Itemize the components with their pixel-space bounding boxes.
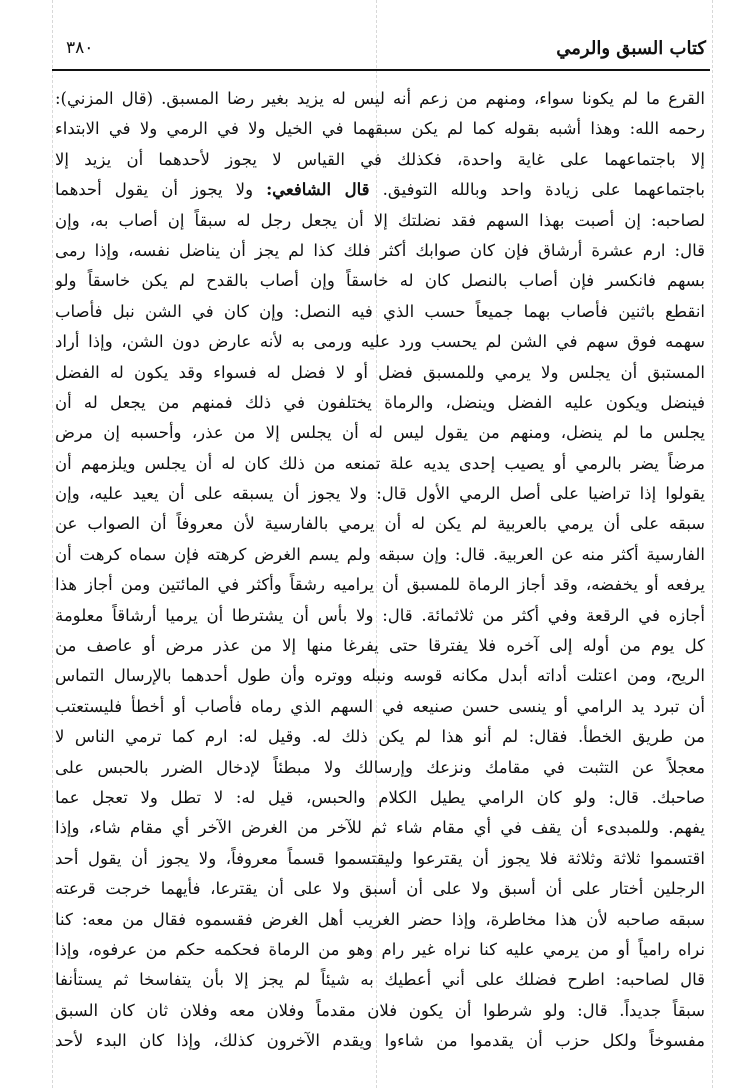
text-segment: سبقه على أن يرمي بالعربية لم يكن له أن يرمي بالفارسية لأن معروفاً أن الصواب عن	[55, 514, 705, 534]
text-segment: نراه رامياً أو من يرمي عليه كنا نراه غير رام وهو من الرماة فحكمه حكم من عرفوه، وإذا	[55, 939, 705, 959]
text-line	[55, 297, 705, 327]
text-segment: سبقاً جديداً. قال: ولو شرطوا أن يكون فلان مقدماً وفلان معه وفلان ثان كان السبق	[55, 1000, 705, 1020]
scan-guide-line	[52, 0, 53, 1088]
text-segment: بسهم فانكسر فإن أصاب بالنصل كان له خاسقاً وإن أصاب بالقدح لم يكن خاسقاً ولو	[55, 271, 705, 291]
text-line	[55, 905, 705, 935]
text-segment: المستبق أن يجلس ولا يرمي وللمسبق فضل أو لا فضل له فسواء وقد يكون له الفضل	[55, 362, 705, 382]
header-rule	[52, 69, 710, 71]
text-segment: مفسوخاً ولكل حزب أن يقدموا من شاءوا ويقدم الآخرون كذلك، وإذا كان البدء لأحد	[55, 1031, 705, 1051]
text-segment: باجتماعهما على زيادة واحد وبالله التوفيق.	[369, 180, 705, 200]
text-segment: معجلاً عن التثبت في مقامك ونزعك وإرسالك ولا مبطئاً لإدخال الضرر بالحبس على	[55, 757, 705, 777]
text-segment: انقطع باثنين فأصاب بهما جميعاً حسب الذي فيه النصل: وإن كان في الشن نبل فأصاب	[55, 301, 705, 321]
text-line	[55, 601, 705, 631]
text-line	[55, 388, 705, 418]
text-line	[55, 783, 705, 813]
text-segment: سبقه صاحبه لأن هذا مخاطرة، وإذا حضر الغريب أهل الغرض فقسموه فقال من معه: كنا	[55, 909, 705, 929]
text-segment: يرفعه أو يخفضه، وقد أجاز الرماة للمسبق أن يراميه رشقاً وأكثر في المائتين ومن أجاز هذا	[55, 575, 705, 595]
text-line	[55, 266, 705, 296]
text-line	[55, 236, 705, 266]
text-segment: الرجلين أختار على أن أسبق ولا على أن أسبق ولا على أن يقترعا، فأيهما خرجت قرعته	[55, 879, 705, 899]
text-segment: الفارسية أكثر منه عن العربية. قال: وإن سبقه ولم يسم الغرض كرهته فإن سماه كرهت أن	[55, 544, 705, 564]
text-line	[55, 206, 705, 236]
text-segment: إلا باجتماعهما على غاية واحدة، فكذلك في القياس لا يجوز لأحدهما أن يزيد إلا	[55, 149, 705, 169]
text-line	[55, 449, 705, 479]
text-segment: رحمه الله: وهذا أشبه بقوله كما لم يكن سبقهما في الخيل ولا في الرمي ولا في الابتداء	[55, 119, 705, 139]
page-body	[55, 84, 705, 1057]
text-segment: يفهم. وللمبدىء أن يقف في أي مقام شاء ثم للآخر من الغرض الآخر أي مقام شاء، وإذا	[55, 818, 705, 838]
text-line	[55, 692, 705, 722]
text-segment: قال لصاحبه: اطرح فضلك على أني أعطيك به شيئاً لم يجز إلا بأن يتفاسخا ثم يستأنفا	[55, 970, 705, 990]
text-line	[55, 631, 705, 661]
text-line	[55, 84, 705, 114]
text-segment: الريح، ومن اعتلت أداته أبدل مكانه قوسه ونبله ووتره وأن طول أحدهما بالإرسال التماس	[55, 666, 705, 686]
text-segment: يجلس ما لم ينضل، ومنهم من يقول ليس له أن يجلس إلا من عذر، وأحسبه إن مرض	[55, 423, 705, 443]
text-segment: صاحبك. قال: ولو كان الرامي يطيل الكلام والحبس، قيل له: لا تطل ولا تعجل عما	[55, 787, 705, 807]
text-segment: مرضاً يضر بالرمي أو يصيب إحدى يديه علة تمنعه من ذلك كان له أن يجلس ويلزمهم أن	[55, 453, 705, 473]
text-line	[55, 327, 705, 357]
running-title: كتاب السبق والرمي	[556, 38, 706, 59]
text-line	[55, 844, 705, 874]
text-line	[55, 540, 705, 570]
scan-guide-line	[712, 0, 713, 1088]
text-line	[55, 114, 705, 144]
text-line	[55, 479, 705, 509]
text-segment: فينضل ويكون عليه الفضل وينضل، والرماة يختلفون في ذلك فمنهم من يجعل له أن	[55, 392, 705, 412]
text-segment: أن تبرد يد الرامي أو ينسى حسن صنيعه في السهم الذي رماه فأصاب أو أخطأ فليستعتب	[55, 696, 705, 716]
text-line	[55, 722, 705, 752]
page-number: ٣٨٠	[66, 38, 94, 58]
text-line	[55, 874, 705, 904]
speaker-label: قال الشافعي:	[266, 180, 370, 200]
text-segment: قال: ارم عشرة أرشاق فإن كان صوابك أكثر فلك كذا لم يجز أن يناضل نفسه، وإذا رمى	[55, 240, 705, 260]
text-line	[55, 570, 705, 600]
text-segment: لصاحبه: إن أصبت بهذا السهم فقد نضلتك إلا أن يجعل رجل له سبقاً إن أصاب به، وإن	[55, 210, 705, 230]
text-segment: يقولوا إذا تراضيا على أصل الرمي الأول قال: ولا يجوز أن يسبقه على أن يعيد عليه، وإن	[55, 484, 705, 504]
text-line	[55, 418, 705, 448]
text-line	[55, 358, 705, 388]
text-segment: كل يوم من أوله إلى آخره فلا يفترقا حتى يفرغا منها إلا من عذر مرض أو عاصف من	[55, 636, 705, 656]
text-line	[55, 661, 705, 691]
page-header	[52, 32, 710, 68]
text-line	[55, 935, 705, 965]
text-line	[55, 145, 705, 175]
text-segment: أجازه في الرقعة وفي أكثر من ثلاثمائة. قال: ولا بأس أن يشترطا أن يرميا أرشاقاً معلومة	[55, 605, 705, 625]
text-segment: سهمه فوق سهم في الشن لم يحسب ورد عليه ورمى به لأنه عارض دون الشن، وإذا أراد	[55, 332, 705, 352]
text-segment: القرع ما لم يكونا سواء، ومنهم من زعم أنه ليس له يزيد بغير رضا المسبق. (قال المزني):	[55, 89, 705, 108]
text-line	[55, 1026, 705, 1056]
text-line	[55, 509, 705, 539]
text-line	[55, 175, 705, 205]
text-line	[55, 965, 705, 995]
text-line	[55, 996, 705, 1026]
text-segment: من طريق الخطأ. فقال: لم أنو هذا لم يكن ذلك له. وقيل له: ارم كما ترمي الناس لا	[55, 727, 705, 747]
text-line	[55, 753, 705, 783]
text-segment: اقتسموا ثلاثة وثلاثة فلا يجوز أن يقترعوا وليقتسموا قسماً معروفاً، ولا يجوز أن يقول أحد	[55, 848, 705, 868]
text-line	[55, 813, 705, 843]
text-segment: ولا يجوز أن يقول أحدهما	[55, 180, 267, 200]
